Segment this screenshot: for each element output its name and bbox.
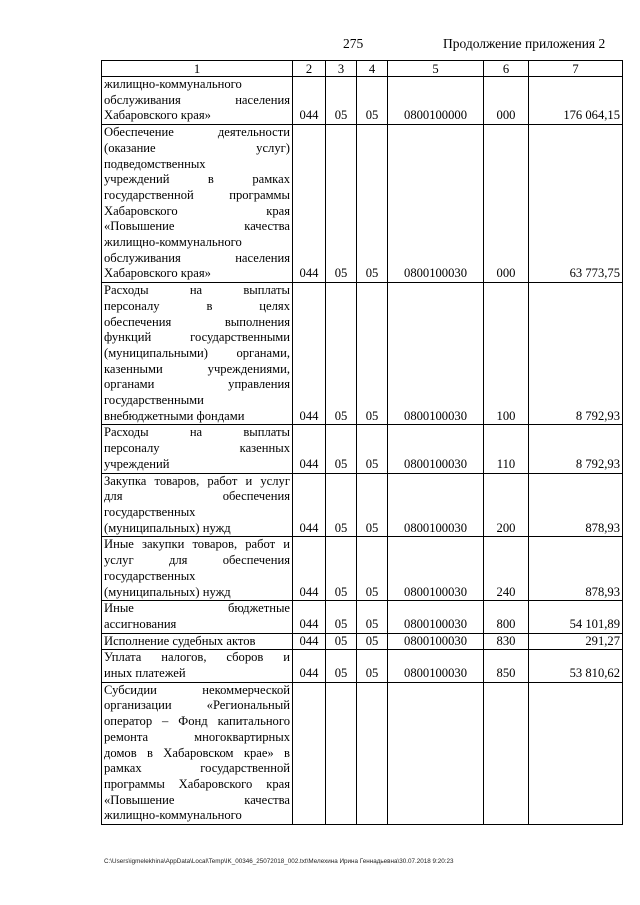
section-code: 05	[326, 537, 357, 601]
expense-type: 800	[484, 601, 529, 633]
subsection-code: 05	[357, 633, 388, 650]
row-name-line: государственными	[104, 393, 204, 408]
row-name-line: подведомственных	[104, 156, 206, 171]
target-article: 0800100030	[388, 125, 484, 283]
ministry-code: 044	[293, 425, 326, 473]
col-header: 6	[484, 61, 529, 77]
subsection-code: 05	[357, 650, 388, 682]
row-name	[102, 125, 293, 283]
row-name-line: Уплата налогов, сборов и	[104, 650, 290, 665]
row-name-line: Расходы на выплаты	[104, 425, 290, 440]
row-name-line: «Повышение качества	[104, 219, 290, 234]
header-row	[102, 61, 623, 77]
row-name-line: Закупка товаров, работ и услуг	[104, 473, 290, 488]
ministry-code: 044	[293, 633, 326, 650]
table-row	[102, 601, 623, 633]
amount: 8 792,93	[529, 425, 623, 473]
table-header	[102, 61, 623, 77]
row-name-line: органами управления	[104, 377, 290, 392]
ministry-code: 044	[293, 283, 326, 425]
expense-type: 000	[484, 77, 529, 125]
col-header: 3	[326, 61, 357, 77]
ministry-code: 044	[293, 125, 326, 283]
amount: 53 810,62	[529, 650, 623, 682]
ministry-code: 044	[293, 77, 326, 125]
subsection-code: 05	[357, 473, 388, 537]
continuation-label: Продолжение приложения 2	[443, 36, 606, 51]
table-row	[102, 473, 623, 537]
row-name-line: Исполнение судебных актов	[104, 633, 256, 648]
row-name	[102, 425, 293, 473]
ministry-code: 044	[293, 537, 326, 601]
amount: 878,93	[529, 537, 623, 601]
row-name-line: казенными учреждениями,	[104, 361, 290, 376]
page-header	[0, 36, 640, 56]
row-name-line: государственных	[104, 504, 196, 519]
row-name	[102, 633, 293, 650]
row-name	[102, 537, 293, 601]
amount: 176 064,15	[529, 77, 623, 125]
row-name	[102, 77, 293, 125]
col-header: 5	[388, 61, 484, 77]
expense-type: 240	[484, 537, 529, 601]
amount: 8 792,93	[529, 283, 623, 425]
row-name-line: персоналу в целях	[104, 298, 290, 313]
amount: 878,93	[529, 473, 623, 537]
table-row	[102, 125, 623, 283]
expense-type: 000	[484, 125, 529, 283]
target-article: 0800100030	[388, 283, 484, 425]
row-name-line: «Повышение качества	[104, 792, 290, 807]
row-name-line: жилищно-коммунального	[104, 77, 242, 91]
expense-type: 850	[484, 650, 529, 682]
row-name-line: (оказание услуг)	[104, 140, 290, 155]
table-row	[102, 425, 623, 473]
row-name-line: Субсидии некоммерческой	[104, 682, 290, 697]
row-name-line: организации «Региональный	[104, 698, 290, 713]
amount: 291,27	[529, 633, 623, 650]
subsection-code: 05	[357, 77, 388, 125]
row-name-line: рамках государственной	[104, 761, 290, 776]
table-row	[102, 682, 623, 824]
table-row	[102, 283, 623, 425]
row-name-line: (муниципальных) нужд	[104, 520, 231, 535]
expense-type: 100	[484, 283, 529, 425]
target-article: 0800100030	[388, 537, 484, 601]
row-name-line: Иные закупки товаров, работ и	[104, 537, 290, 552]
table-row	[102, 537, 623, 601]
row-name	[102, 650, 293, 682]
row-name-line: обеспечения выполнения	[104, 314, 290, 329]
expense-type: 200	[484, 473, 529, 537]
expense-type	[484, 682, 529, 824]
section-code: 05	[326, 650, 357, 682]
row-name	[102, 473, 293, 537]
col-header: 2	[293, 61, 326, 77]
row-name-line: Хабаровского края»	[104, 266, 211, 281]
row-name	[102, 283, 293, 425]
row-name-line: обслуживания населения	[104, 250, 290, 265]
row-name-line: Обеспечение деятельности	[104, 125, 290, 140]
row-name-line: обслуживания населения	[104, 92, 290, 107]
target-article: 0800100030	[388, 473, 484, 537]
col-header: 4	[357, 61, 388, 77]
target-article: 0800100000	[388, 77, 484, 125]
row-name-line: для обеспечения	[104, 489, 290, 504]
row-name-line: оператор – Фонд капитального	[104, 714, 290, 729]
subsection-code: 05	[357, 283, 388, 425]
file-path-footer: C:\Users\igmelekhina\AppData\Local\Temp\IK_00346_25072018_002.txt\Мелехина Ирина Геннадьевна\30.07.2018 9:20:23	[104, 858, 454, 865]
table-body	[102, 77, 623, 825]
amount: 63 773,75	[529, 125, 623, 283]
subsection-code: 05	[357, 125, 388, 283]
amount	[529, 682, 623, 824]
target-article: 0800100030	[388, 601, 484, 633]
section-code	[326, 682, 357, 824]
row-name-line: персоналу казенных	[104, 441, 290, 456]
target-article: 0800100030	[388, 650, 484, 682]
row-name-line: государственных	[104, 568, 196, 583]
section-code: 05	[326, 283, 357, 425]
row-name-line: ассигнования	[104, 616, 177, 631]
row-name-line: внебюджетными фондами	[104, 408, 245, 423]
row-name-line: функций государственными	[104, 330, 290, 345]
subsection-code: 05	[357, 601, 388, 633]
section-code: 05	[326, 601, 357, 633]
row-name-line: программы Хабаровского края	[104, 776, 290, 791]
table-row	[102, 650, 623, 682]
section-code: 05	[326, 633, 357, 650]
target-article: 0800100030	[388, 425, 484, 473]
target-article	[388, 682, 484, 824]
row-name-line: жилищно-коммунального	[104, 808, 242, 823]
row-name-line: учреждений в рамках	[104, 172, 290, 187]
section-code: 05	[326, 125, 357, 283]
page-number: 275	[343, 36, 364, 51]
row-name-line: (муниципальных) нужд	[104, 584, 231, 599]
expense-type: 110	[484, 425, 529, 473]
ministry-code: 044	[293, 473, 326, 537]
row-name-line: домов в Хабаровском крае» в	[104, 745, 290, 760]
subsection-code: 05	[357, 537, 388, 601]
ministry-code: 044	[293, 601, 326, 633]
col-header: 7	[529, 61, 623, 77]
row-name-line: государственной программы	[104, 187, 290, 202]
table-row	[102, 633, 623, 650]
section-code: 05	[326, 77, 357, 125]
row-name-line: услуг для обеспечения	[104, 553, 290, 568]
amount: 54 101,89	[529, 601, 623, 633]
row-name	[102, 682, 293, 824]
section-code: 05	[326, 425, 357, 473]
row-name-line: ремонта многоквартирных	[104, 729, 290, 744]
section-code: 05	[326, 473, 357, 537]
budget-table	[101, 60, 623, 825]
subsection-code	[357, 682, 388, 824]
row-name-line: Иные бюджетные	[104, 601, 290, 616]
row-name-line: Хабаровского края»	[104, 108, 211, 123]
subsection-code: 05	[357, 425, 388, 473]
target-article: 0800100030	[388, 633, 484, 650]
row-name-line: жилищно-коммунального	[104, 235, 242, 250]
row-name-line: (муниципальными) органами,	[104, 345, 290, 360]
col-header: 1	[102, 61, 293, 77]
ministry-code: 044	[293, 650, 326, 682]
ministry-code	[293, 682, 326, 824]
row-name-line: Расходы на выплаты	[104, 283, 290, 298]
expense-type: 830	[484, 633, 529, 650]
table-row	[102, 77, 623, 125]
row-name-line: учреждений	[104, 456, 170, 471]
row-name	[102, 601, 293, 633]
row-name-line: иных платежей	[104, 666, 186, 681]
row-name-line: Хабаровского края	[104, 203, 290, 218]
